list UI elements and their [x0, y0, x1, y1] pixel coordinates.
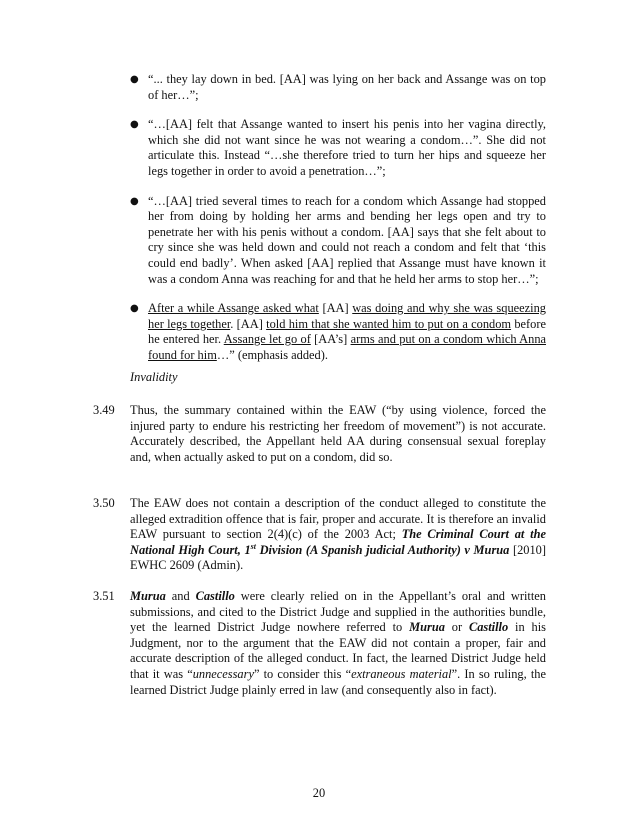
paragraph-3-49 — [93, 403, 546, 465]
text-span: [AA] — [318, 301, 353, 316]
case-citation: The Criminal Court at the National High Court, 1 — [130, 527, 546, 557]
text-span: in his Judgment, nor to the argument that the EAW did not contain a proper, fair and accurate description of the alleged conduct. In fact, the learned District Judge held that it was “ — [130, 620, 546, 681]
quote-bullet-list — [130, 72, 546, 378]
text-span: or — [444, 620, 469, 635]
superscript: st — [250, 541, 256, 551]
emphasis-underline: After a while Assange asked what — [148, 301, 319, 316]
paragraph-3-51 — [93, 589, 546, 698]
quoted-term: extraneous material — [351, 666, 452, 681]
case-citation: Division (A Spanish judicial Authority) v Murua — [255, 542, 510, 557]
bullet-dot-icon: ● — [130, 303, 139, 315]
bullet-item — [130, 194, 546, 288]
text-span: and — [165, 589, 196, 603]
bullet-dot-icon: ● — [130, 119, 139, 131]
emphasis-underline: arms and put on a condom which Anna found for him — [148, 332, 547, 362]
bullet-text: “…[AA] felt that Assange wanted to insert his penis into her vagina directly, which she did not want since he was not wearing a condom…”. She did not articulate this. Instead “…she therefore tried to turn her hips and squeeze her legs together in order to avoid a penetration…”; — [148, 117, 546, 178]
paragraph-number: 3.49 — [93, 403, 115, 417]
text-span: [AA’s] — [310, 332, 351, 347]
bullet-item — [130, 117, 546, 179]
text-span: ”. In so ruling, the learned District Judge plainly erred in law (and consequently also in fact). — [130, 666, 546, 697]
emphasis-underline: Assange let go of — [223, 332, 311, 347]
quoted-term: unnecessary — [192, 666, 254, 681]
bullet-dot-icon: ● — [130, 195, 139, 207]
section-heading: Invalidity — [130, 370, 178, 384]
case-name: Murua — [130, 589, 166, 603]
paragraph-3-50 — [93, 496, 546, 574]
bullet-item — [130, 301, 546, 363]
emphasis-underline: was doing and why she was squeezing her legs together — [148, 301, 546, 331]
case-name: Castillo — [468, 620, 509, 635]
bullet-text: “…[AA] tried several times to reach for a condom which Assange had stopped her from doing by holding her arms and bending her legs open and try to penetrate her with his penis without a condom. [AA] says that she felt about to cry since she was held down and could not reach a condom and felt that ‘this could end badly’. When asked [AA] replied that Assange must have known it was a condom Anna was reaching for and that he held her arms to stop her…”; — [148, 193, 546, 286]
bullet-item — [130, 72, 546, 103]
text-span: The EAW does not contain a description of the conduct alleged to constitute the alleged extradition offence that is fair, proper and accurate. It is therefore an invalid EAW pursuant to section 2(4)(c) of the 2003 Act; — [130, 496, 546, 542]
bullet-text: “... they lay down in bed. [AA] was lying on her back and Assange was on top of her…”; — [148, 72, 546, 102]
emphasis-underline: told him that she wanted him to put on a condom — [266, 316, 512, 331]
paragraph-text — [130, 589, 546, 698]
page-number: 20 — [312, 786, 326, 800]
paragraph-text — [130, 496, 546, 574]
paragraph-number: 3.50 — [93, 496, 115, 510]
text-span: …” (emphasis added). — [216, 347, 328, 362]
text-span: were clearly relied on in the Appellant’s oral and written submissions, and cited to the District Judge and supplied in the authorities bundle, yet the learned District Judge nowhere referred to — [130, 589, 546, 635]
paragraph-text: Thus, the summary contained within the EAW (“by using violence, forced the injured party to endure his restricting her freedom of movement”) is not accurate. Accurately described, the Appellant held AA during consensual sexual foreplay and, when actually asked to put on a condom, did so. — [130, 403, 546, 464]
text-span: ” to consider this “ — [253, 666, 352, 681]
case-name: Murua — [409, 620, 445, 635]
text-span: [2010] EWHC 2609 (Admin). — [130, 542, 546, 573]
bullet-dot-icon: ● — [130, 74, 139, 85]
case-name: Castillo — [195, 589, 235, 603]
text-span: before he entered her. — [148, 316, 546, 347]
paragraph-number: 3.51 — [93, 589, 115, 603]
bullet-text — [148, 301, 546, 362]
text-span: . [AA] — [230, 316, 267, 331]
